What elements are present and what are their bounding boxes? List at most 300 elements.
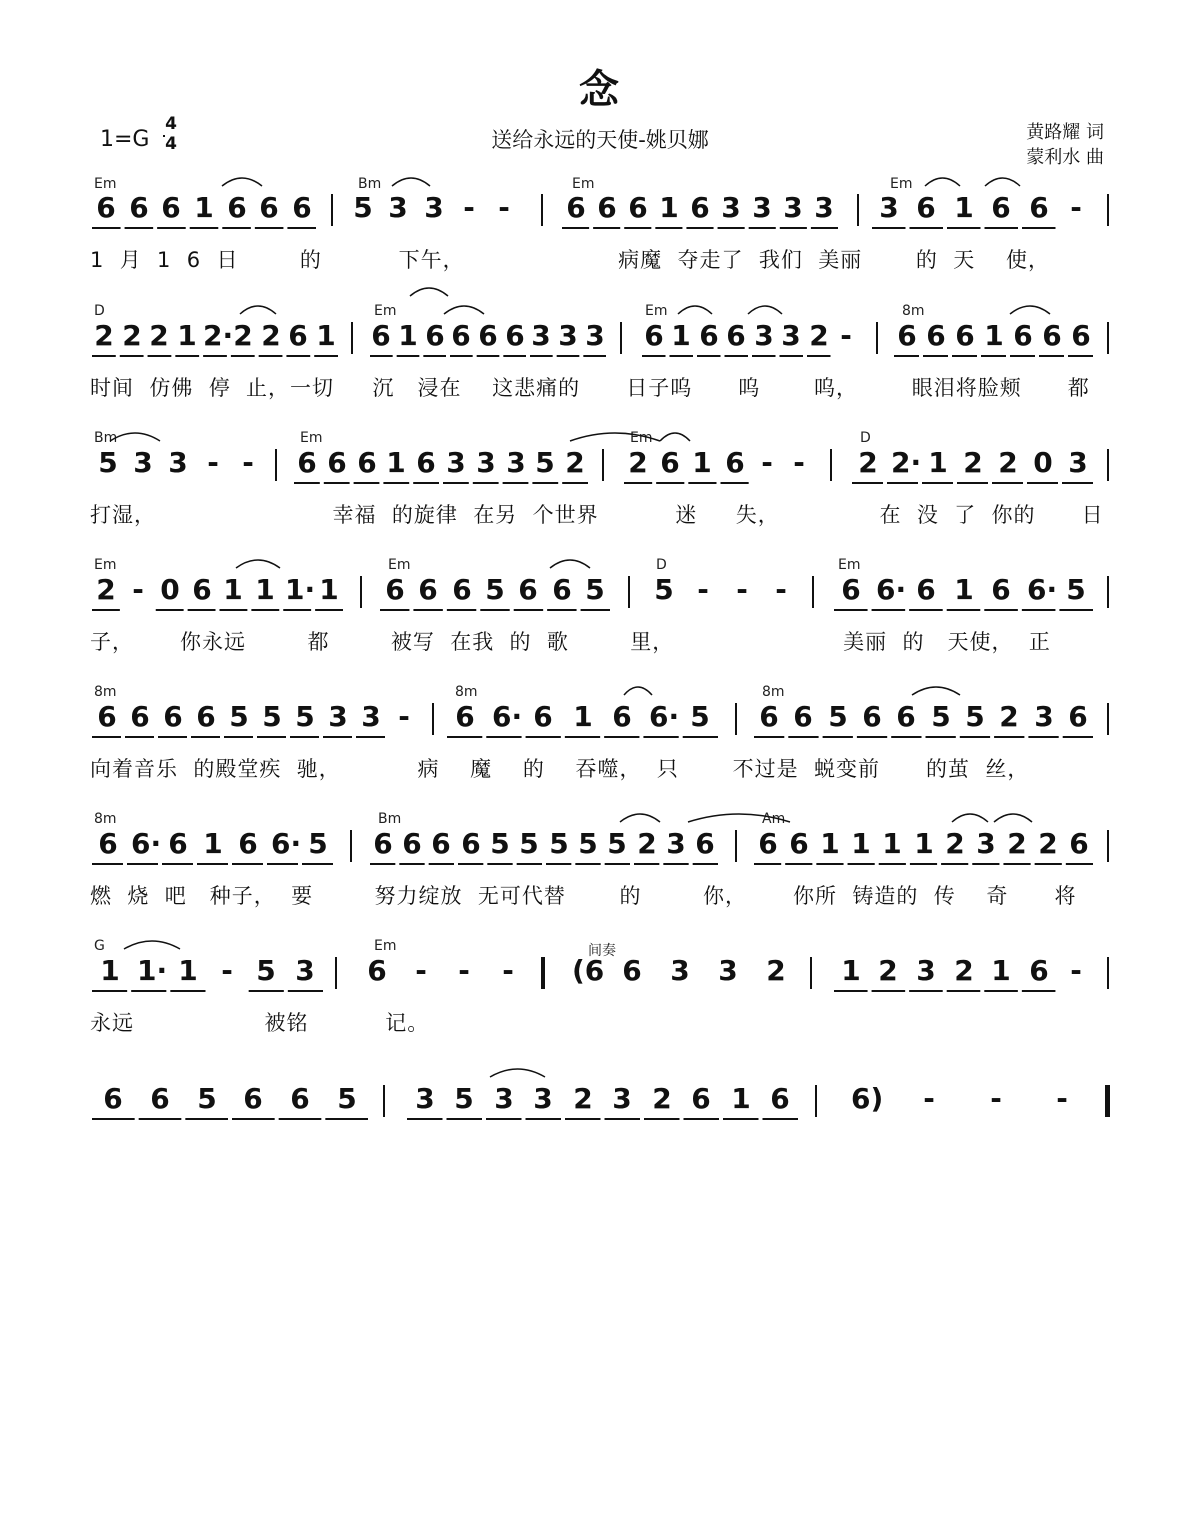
- note: 3: [533, 1082, 553, 1115]
- key-signature: 1=G: [100, 127, 150, 152]
- tie-slur: [1010, 306, 1050, 314]
- bar-line: [275, 449, 277, 481]
- note: 3: [361, 700, 381, 733]
- note: 3: [754, 319, 774, 352]
- note: 3: [328, 700, 348, 733]
- bar-line: [350, 830, 352, 862]
- note: 6: [1069, 827, 1089, 860]
- sustain-dash: -: [990, 1082, 1002, 1115]
- sustain-dash: -: [463, 191, 475, 224]
- note: 6: [150, 1082, 170, 1115]
- tie-slur: [912, 687, 960, 695]
- note: 6: [455, 700, 475, 733]
- time-signature-top: 4: [165, 114, 177, 134]
- tie-slur: [925, 178, 960, 186]
- note: 6: [129, 191, 149, 224]
- bar-line: [815, 1085, 817, 1117]
- bar-line: [735, 703, 737, 735]
- note: 1: [731, 1082, 751, 1115]
- tie-slur: [392, 178, 430, 186]
- bar-line: [620, 322, 622, 354]
- sustain-dash: -: [415, 954, 427, 987]
- lyric-line: 子， 你永远 都 被写 在我 的 歌 里， 美丽 的 天使， 正: [90, 630, 1051, 654]
- tie-slur: [124, 941, 180, 949]
- note: 1: [991, 954, 1011, 987]
- note: 1: [882, 827, 902, 860]
- note: 6: [238, 827, 258, 860]
- note: 5: [485, 573, 505, 606]
- note: 5: [549, 827, 569, 860]
- chord-symbol: Bm: [94, 430, 118, 446]
- note: 1: [386, 446, 406, 479]
- note: 6: [1042, 319, 1062, 352]
- lyric-line: 燃 烧 吧 种子， 要 努力绽放 无可代替 的 你， 你所 铸造的 传 奇 将: [90, 884, 1077, 908]
- note: 6: [991, 573, 1011, 606]
- note: 3: [168, 446, 188, 479]
- note: 1: [398, 319, 418, 352]
- note: 6·: [876, 573, 907, 606]
- note: 6·: [492, 700, 523, 733]
- note: 6: [292, 191, 312, 224]
- note: 2: [999, 700, 1019, 733]
- note: 6: [622, 954, 642, 987]
- note: 1: [255, 573, 275, 606]
- bar-line: [1107, 322, 1109, 354]
- sustain-dash: -: [498, 191, 510, 224]
- note: 1: [954, 573, 974, 606]
- note: 6: [726, 319, 746, 352]
- note: 6: [612, 700, 632, 733]
- note: 1: [671, 319, 691, 352]
- note: 2: [945, 827, 965, 860]
- chord-symbol: Em: [94, 176, 117, 192]
- note: 1: [692, 446, 712, 479]
- lyric-line: 1 月 1 6 日 的 下午， 病魔 夺走了 我们 美丽 的 天 使，: [90, 248, 1050, 272]
- note: 6: [297, 446, 317, 479]
- chord-symbol: 8m: [762, 684, 785, 700]
- note: 2: [149, 319, 169, 352]
- note: 1: [177, 319, 197, 352]
- note: 1: [820, 827, 840, 860]
- note: 3: [612, 1082, 632, 1115]
- note: 2: [94, 319, 114, 352]
- note: 2: [766, 954, 786, 987]
- sustain-dash: -: [775, 573, 787, 606]
- bar-line: [1107, 830, 1109, 862]
- note: 6: [841, 573, 861, 606]
- note: 3: [494, 1082, 514, 1115]
- sustain-dash: -: [923, 1082, 935, 1115]
- chord-symbol: Em: [94, 557, 117, 573]
- note: 5: [585, 573, 605, 606]
- note: 2: [233, 319, 253, 352]
- note: 2: [652, 1082, 672, 1115]
- note: 2: [1007, 827, 1027, 860]
- time-signature-divider: [163, 135, 165, 137]
- note: 6·: [649, 700, 680, 733]
- bar-line: [810, 957, 812, 989]
- note: 6: [644, 319, 664, 352]
- note: 6: [793, 700, 813, 733]
- note: 2: [858, 446, 878, 479]
- tie-slur: [490, 1069, 545, 1077]
- note: 5: [353, 191, 373, 224]
- note: 2: [954, 954, 974, 987]
- note: 3: [585, 319, 605, 352]
- bar-line: [331, 194, 333, 226]
- note: 3: [752, 191, 772, 224]
- note: 6: [168, 827, 188, 860]
- note: 6: [597, 191, 617, 224]
- note: 6: [691, 1082, 711, 1115]
- note: 1: [194, 191, 214, 224]
- bar-line: [602, 449, 604, 481]
- bar-line: [1107, 449, 1109, 481]
- note: 5: [337, 1082, 357, 1115]
- note: 5: [229, 700, 249, 733]
- lyric-line: 打湿， 幸福 的旋律 在另 个世界 迷 失， 在 没 了 你的 日: [90, 503, 1104, 527]
- sustain-dash: -: [132, 573, 144, 606]
- chord-symbol: Bm: [358, 176, 382, 192]
- sustain-dash: -: [221, 954, 233, 987]
- time-signature-bottom: 4: [165, 134, 177, 154]
- song-subtitle: 送给永远的天使-姚贝娜: [491, 128, 709, 152]
- note: 6: [566, 191, 586, 224]
- note: 3: [506, 446, 526, 479]
- note: 6: [1013, 319, 1033, 352]
- note: 6: [991, 191, 1011, 224]
- note: 6: [478, 319, 498, 352]
- note: 6: [196, 700, 216, 733]
- chord-symbol: 8m: [902, 303, 925, 319]
- bar-line: [541, 194, 543, 226]
- bar-line: [1107, 576, 1109, 608]
- note: 6: [161, 191, 181, 224]
- note: 3: [295, 954, 315, 987]
- note: 2: [878, 954, 898, 987]
- bar-line: [351, 322, 353, 354]
- note: 6: [758, 827, 778, 860]
- tie-slur: [222, 178, 262, 186]
- note: 1: [851, 827, 871, 860]
- note: 6: [288, 319, 308, 352]
- sustain-dash: -: [761, 446, 773, 479]
- lyric-line: 向着音乐 的殿堂疾 驰， 病 魔 的 吞噬， 只 不过是 蜕变前 的茧 丝，: [90, 757, 1030, 781]
- note: 2: [1038, 827, 1058, 860]
- note: 3: [446, 446, 466, 479]
- note: 6: [259, 191, 279, 224]
- note: 6: [955, 319, 975, 352]
- note: 6: [1029, 191, 1049, 224]
- note: 6·: [271, 827, 302, 860]
- tie-slur: [994, 814, 1032, 822]
- sustain-dash: -: [697, 573, 709, 606]
- note: 3: [1068, 446, 1088, 479]
- note: 1: [659, 191, 679, 224]
- sustain-dash: -: [736, 573, 748, 606]
- tie-slur: [110, 433, 160, 441]
- bar-line: [812, 576, 814, 608]
- chord-symbol: Em: [890, 176, 913, 192]
- chord-symbol: Em: [374, 303, 397, 319]
- note: 5: [490, 827, 510, 860]
- note: 6·: [1027, 573, 1058, 606]
- note: 3: [388, 191, 408, 224]
- tie-slur: [660, 433, 690, 441]
- note: 1·: [285, 573, 316, 606]
- note: 6: [461, 827, 481, 860]
- note: 5: [690, 700, 710, 733]
- sustain-dash: -: [242, 446, 254, 479]
- note: 6: [862, 700, 882, 733]
- sustain-dash: -: [458, 954, 470, 987]
- note: 5: [931, 700, 951, 733]
- chord-symbol: Em: [388, 557, 411, 573]
- note: 6: [759, 700, 779, 733]
- note: 1: [178, 954, 198, 987]
- note: 6: [695, 827, 715, 860]
- bar-line: [432, 703, 434, 735]
- note: 1: [954, 191, 974, 224]
- note: 0: [1033, 446, 1053, 479]
- note: 6: [192, 573, 212, 606]
- note: 6: [926, 319, 946, 352]
- chord-symbol: Em: [374, 938, 397, 954]
- note: 0: [160, 573, 180, 606]
- note: 6: [452, 573, 472, 606]
- note: 5: [1066, 573, 1086, 606]
- note: 6: [425, 319, 445, 352]
- sustain-dash: -: [1070, 191, 1082, 224]
- note: 3: [814, 191, 834, 224]
- sustain-dash: -: [1056, 1082, 1068, 1115]
- note: 6: [897, 319, 917, 352]
- note: 2: [573, 1082, 593, 1115]
- note: 6: [770, 1082, 790, 1115]
- note: (6: [572, 954, 605, 987]
- note: 6: [628, 191, 648, 224]
- note: 1: [984, 319, 1004, 352]
- note: 2·: [203, 319, 234, 352]
- chord-symbol: 8m: [94, 684, 117, 700]
- note: 5: [654, 573, 674, 606]
- tie-slur: [678, 306, 712, 314]
- bar-line: [1107, 703, 1109, 735]
- chord-symbol: D: [94, 303, 105, 319]
- note: 5: [454, 1082, 474, 1115]
- chord-symbol: Em: [630, 430, 653, 446]
- note: 6: [371, 319, 391, 352]
- note: 6: [789, 827, 809, 860]
- composer-credit: 蒙利水 曲: [1026, 147, 1104, 168]
- note: 6: [103, 1082, 123, 1115]
- bar-line: [876, 322, 878, 354]
- note: 1·: [137, 954, 168, 987]
- tie-slur: [624, 687, 652, 695]
- note: 6: [97, 700, 117, 733]
- tie-slur: [952, 814, 988, 822]
- note: 5: [295, 700, 315, 733]
- tie-slur: [748, 306, 782, 314]
- chord-symbol: Em: [645, 303, 668, 319]
- note: 6: [505, 319, 525, 352]
- note: 3: [916, 954, 936, 987]
- note: 3: [1034, 700, 1054, 733]
- chord-symbol: Em: [838, 557, 861, 573]
- note: 6: [1029, 954, 1049, 987]
- note: 5: [262, 700, 282, 733]
- note: 2: [122, 319, 142, 352]
- note: 6: [451, 319, 471, 352]
- tie-slur: [620, 814, 660, 822]
- bar-line: [628, 576, 630, 608]
- tie-slur: [236, 560, 280, 568]
- note: 6: [533, 700, 553, 733]
- note: 1: [841, 954, 861, 987]
- note: 5: [535, 446, 555, 479]
- note: 1: [319, 573, 339, 606]
- chord-symbol: Em: [572, 176, 595, 192]
- note: 6: [916, 573, 936, 606]
- chord-symbol: 8m: [455, 684, 478, 700]
- note: 5: [256, 954, 276, 987]
- note: 5: [965, 700, 985, 733]
- tie-slur: [985, 178, 1020, 186]
- note: 6: [130, 700, 150, 733]
- note: 3: [976, 827, 996, 860]
- lyric-line: 时间 仿佛 停 止，一切 沉 浸在 这悲痛的 日子呜 呜 呜， 眼泪将脸颊 都: [90, 376, 1090, 400]
- note: 6: [385, 573, 405, 606]
- note: 5: [519, 827, 539, 860]
- note: 6: [699, 319, 719, 352]
- lyricist-credit: 黄路耀 词: [1026, 122, 1104, 143]
- note: 6: [357, 446, 377, 479]
- note: 1: [914, 827, 934, 860]
- note: 2: [565, 446, 585, 479]
- note: 6): [851, 1082, 884, 1115]
- note: 6: [418, 573, 438, 606]
- note: 6: [290, 1082, 310, 1115]
- note: 6: [243, 1082, 263, 1115]
- note: 6: [96, 191, 116, 224]
- chord-symbol: Bm: [378, 811, 402, 827]
- bar-line: [830, 449, 832, 481]
- tie-slur: [410, 288, 448, 296]
- tie-slur: [444, 306, 484, 314]
- note: 3: [721, 191, 741, 224]
- note: 6: [402, 827, 422, 860]
- note: 6: [1071, 319, 1091, 352]
- chord-symbol: G: [94, 938, 105, 954]
- note: 3: [424, 191, 444, 224]
- tie-slur: [550, 560, 590, 568]
- note: 3: [133, 446, 153, 479]
- note: 6: [660, 446, 680, 479]
- note: 5: [98, 446, 118, 479]
- note: 1: [203, 827, 223, 860]
- sustain-dash: -: [793, 446, 805, 479]
- note: 6: [431, 827, 451, 860]
- note: 6: [163, 700, 183, 733]
- note: 6: [98, 827, 118, 860]
- note: 6·: [131, 827, 162, 860]
- note: 2: [637, 827, 657, 860]
- note: 6: [1068, 700, 1088, 733]
- chord-symbol: Em: [300, 430, 323, 446]
- bar-line: [857, 194, 859, 226]
- double-bar-line: [541, 957, 545, 989]
- note: 1: [223, 573, 243, 606]
- double-bar-line: [1106, 1085, 1110, 1117]
- sustain-dash: -: [1070, 954, 1082, 987]
- note: 2: [998, 446, 1018, 479]
- note: 2·: [891, 446, 922, 479]
- sustain-dash: -: [398, 700, 410, 733]
- tie-slur: [240, 306, 276, 314]
- note: 6: [896, 700, 916, 733]
- bar-line: [360, 576, 362, 608]
- note: 5: [828, 700, 848, 733]
- note: 2: [96, 573, 116, 606]
- note: 5: [197, 1082, 217, 1115]
- note: 6: [552, 573, 572, 606]
- note: 6: [690, 191, 710, 224]
- note: 3: [531, 319, 551, 352]
- chord-symbol: D: [656, 557, 667, 573]
- note: 6: [518, 573, 538, 606]
- bar-line: [383, 1085, 385, 1117]
- note: 3: [415, 1082, 435, 1115]
- interlude-label: 间奏: [588, 943, 616, 959]
- chord-symbol: 8m: [94, 811, 117, 827]
- sustain-dash: -: [502, 954, 514, 987]
- sustain-dash: -: [207, 446, 219, 479]
- note: 2: [963, 446, 983, 479]
- lyric-line: 永远 被铭 记。: [90, 1011, 430, 1035]
- note: 5: [578, 827, 598, 860]
- note: 3: [783, 191, 803, 224]
- note: 3: [476, 446, 496, 479]
- note: 6: [416, 446, 436, 479]
- note: 6: [725, 446, 745, 479]
- song-title: 念: [579, 67, 621, 113]
- note: 1: [316, 319, 336, 352]
- chord-symbol: Am: [762, 811, 786, 827]
- note: 5: [607, 827, 627, 860]
- bar-line: [335, 957, 337, 989]
- note: 3: [670, 954, 690, 987]
- bar-line: [735, 830, 737, 862]
- note: 2: [628, 446, 648, 479]
- chord-symbol: D: [860, 430, 871, 446]
- note: 1: [573, 700, 593, 733]
- bar-line: [1107, 194, 1109, 226]
- note: 3: [558, 319, 578, 352]
- note: 1: [928, 446, 948, 479]
- note: 3: [666, 827, 686, 860]
- note: 6: [916, 191, 936, 224]
- note: 6: [373, 827, 393, 860]
- note: 2: [809, 319, 829, 352]
- time-signature: [163, 114, 179, 154]
- note: 1: [100, 954, 120, 987]
- note: 3: [718, 954, 738, 987]
- note: 2: [261, 319, 281, 352]
- note: 3: [879, 191, 899, 224]
- note: 6: [367, 954, 387, 987]
- bar-line: [1107, 957, 1109, 989]
- note: 5: [308, 827, 328, 860]
